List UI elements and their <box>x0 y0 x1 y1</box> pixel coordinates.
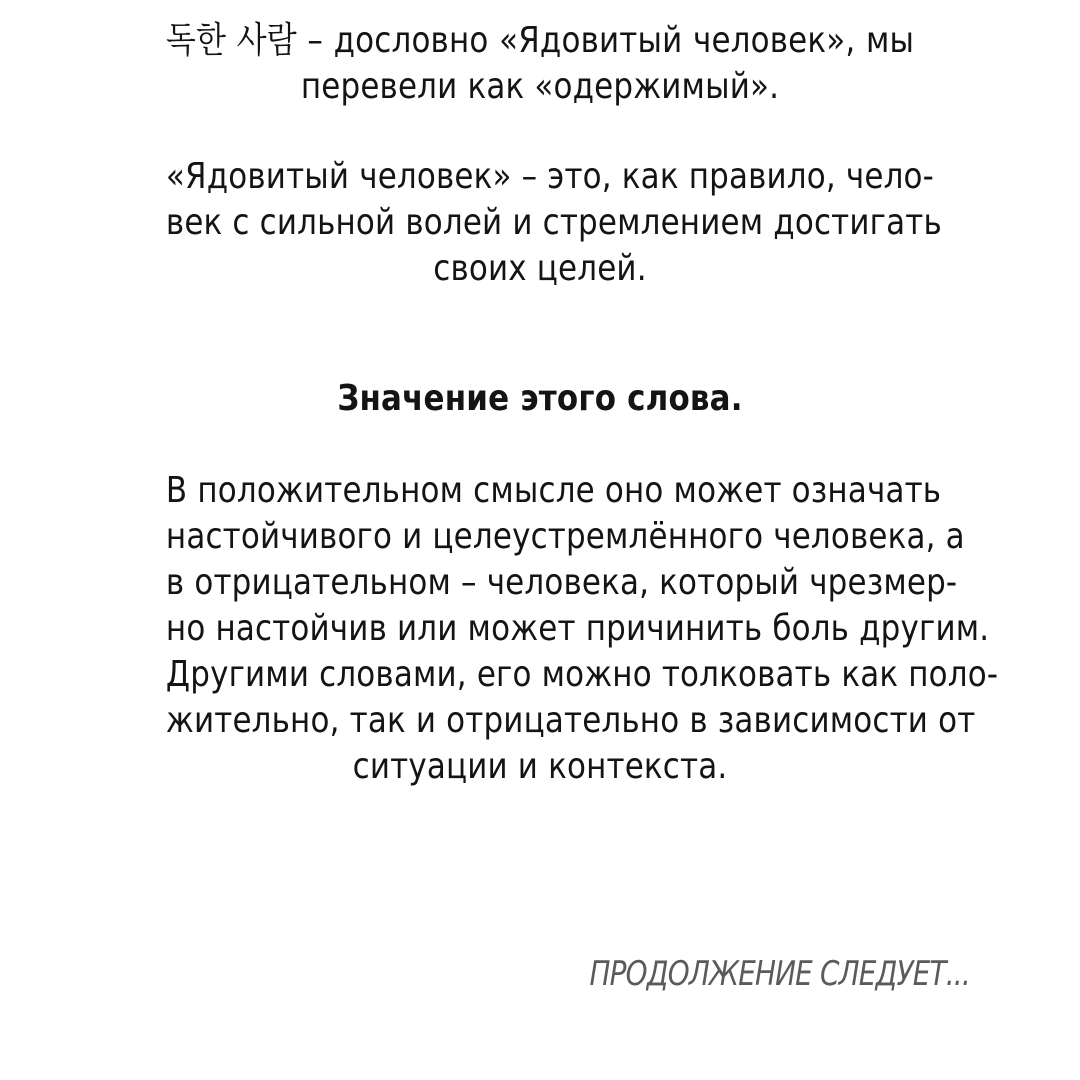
meaning-line: Другими словами, его можно толковать как поло- <box>165 654 999 695</box>
meaning-line: настойчивого и целеустремлённого человека, а <box>165 516 965 557</box>
explanation-line: «Ядовитый человек» – это, как правило, чело- <box>165 156 935 197</box>
to-be-continued-label: ПРОДОЛЖЕНИЕ СЛЕДУЕТ... <box>589 954 970 994</box>
intro-line: перевели как «одержимый». <box>300 66 780 107</box>
intro-line: 독한 사람 – дословно «Ядовитый человек», мы <box>165 20 915 61</box>
explanation-line: век с сильной волей и стремлением достигать <box>165 202 942 243</box>
section-heading: Значение этого слова. <box>337 378 743 419</box>
meaning-line: жительно, так и отрицательно в зависимости от <box>165 700 976 741</box>
meaning-line: В положительном смысле оно может означать <box>165 470 942 511</box>
meaning-line: ситуации и контекста. <box>352 746 728 787</box>
explanation-line: своих целей. <box>433 248 647 289</box>
meaning-line: но настойчив или может причинить боль другим. <box>165 608 990 649</box>
meaning-line: в отрицательном – человека, который чрезмер- <box>165 562 958 603</box>
